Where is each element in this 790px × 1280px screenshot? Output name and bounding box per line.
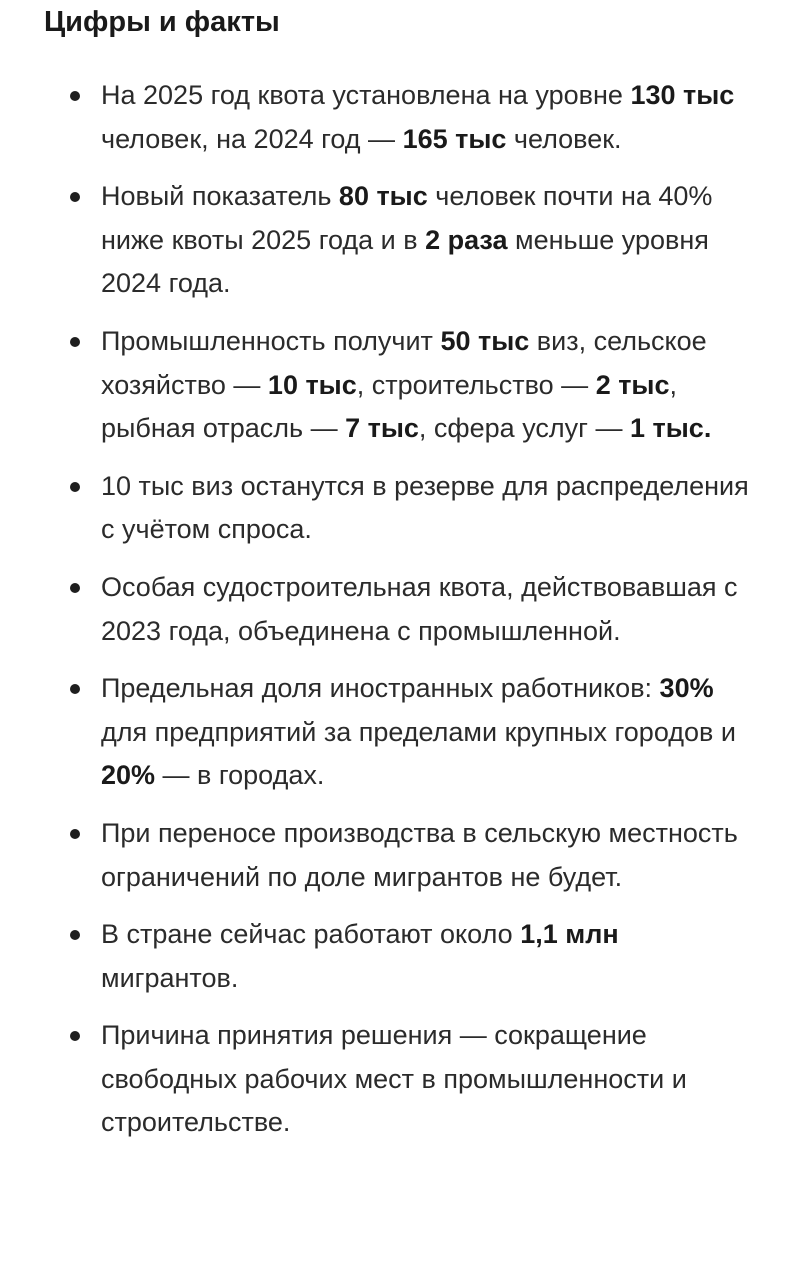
fact-text: виз, сельское хозяйство — [101, 325, 707, 400]
fact-highlight: 165 тыс [402, 123, 507, 154]
fact-text: мигрантов. [101, 962, 239, 993]
fact-text: — в городах. [155, 760, 325, 791]
bullet-icon [70, 1031, 80, 1041]
fact-text: Предельная доля иностранных работников: [101, 673, 660, 704]
fact-text: 10 тыс виз останутся в резерве для распределения с учётом спроса. [101, 470, 749, 545]
fact-text: При переносе производства в сельскую местность ограничений по доле мигрантов не будет. [101, 817, 738, 892]
bullet-icon [70, 583, 80, 593]
fact-text: Особая судостроительная квота, действовавшая с 2023 года, объединена с промышленной. [101, 571, 738, 646]
facts-list [0, 74, 790, 1159]
fact-highlight: 2 раза [425, 224, 508, 255]
fact-rural-relocation [0, 812, 790, 899]
bullet-icon [70, 482, 80, 492]
bullet-icon [70, 930, 80, 940]
fact-reserve [0, 465, 790, 552]
fact-text: Причина принятия решения — сокращение свободных рабочих мест в промышленности и строительстве. [101, 1020, 687, 1138]
fact-highlight: 30% [659, 673, 714, 704]
fact-text: , сфера услуг — [418, 413, 630, 444]
fact-highlight: 2 тыс [595, 369, 670, 400]
fact-shipbuilding [0, 566, 790, 653]
bullet-icon [70, 91, 80, 101]
fact-text: Промышленность получит [101, 325, 441, 356]
fact-text: для предприятий за пределами крупных городов и [101, 716, 736, 747]
fact-foreign-share [0, 667, 790, 798]
fact-highlight: 1 тыс. [630, 413, 712, 444]
fact-highlight: 10 тыс [267, 369, 357, 400]
fact-text: , строительство — [356, 369, 596, 400]
fact-highlight: 50 тыс [440, 325, 530, 356]
fact-migrants-count [0, 913, 790, 1000]
bullet-icon [70, 192, 80, 202]
fact-text: , рыбная отрасль — [101, 369, 678, 444]
fact-text: человек. [506, 123, 622, 154]
bullet-icon [70, 829, 80, 839]
fact-text: меньше уровня 2024 года. [101, 224, 709, 299]
fact-text: человек почти на 40% ниже квоты 2025 года и в [101, 181, 713, 255]
fact-highlight: 1,1 млн [520, 919, 619, 950]
fact-reason [0, 1014, 790, 1145]
fact-highlight: 80 тыс [338, 181, 428, 212]
fact-new-indicator [0, 175, 790, 306]
fact-highlight: 20% [101, 760, 156, 791]
bullet-icon [70, 684, 80, 694]
fact-text: На 2025 год квота установлена на уровне [101, 80, 631, 110]
fact-highlight: 130 тыс [630, 80, 735, 110]
bullet-icon [70, 337, 80, 347]
fact-highlight: 7 тыс [345, 413, 419, 444]
fact-quota-2025 [0, 74, 790, 161]
fact-sector-distribution [0, 320, 790, 451]
fact-text: Новый показатель [101, 181, 339, 212]
fact-text: В стране сейчас работают около [101, 919, 521, 950]
fact-text: человек, на 2024 год — [101, 123, 403, 154]
section-title: Цифры и факты [44, 6, 280, 38]
